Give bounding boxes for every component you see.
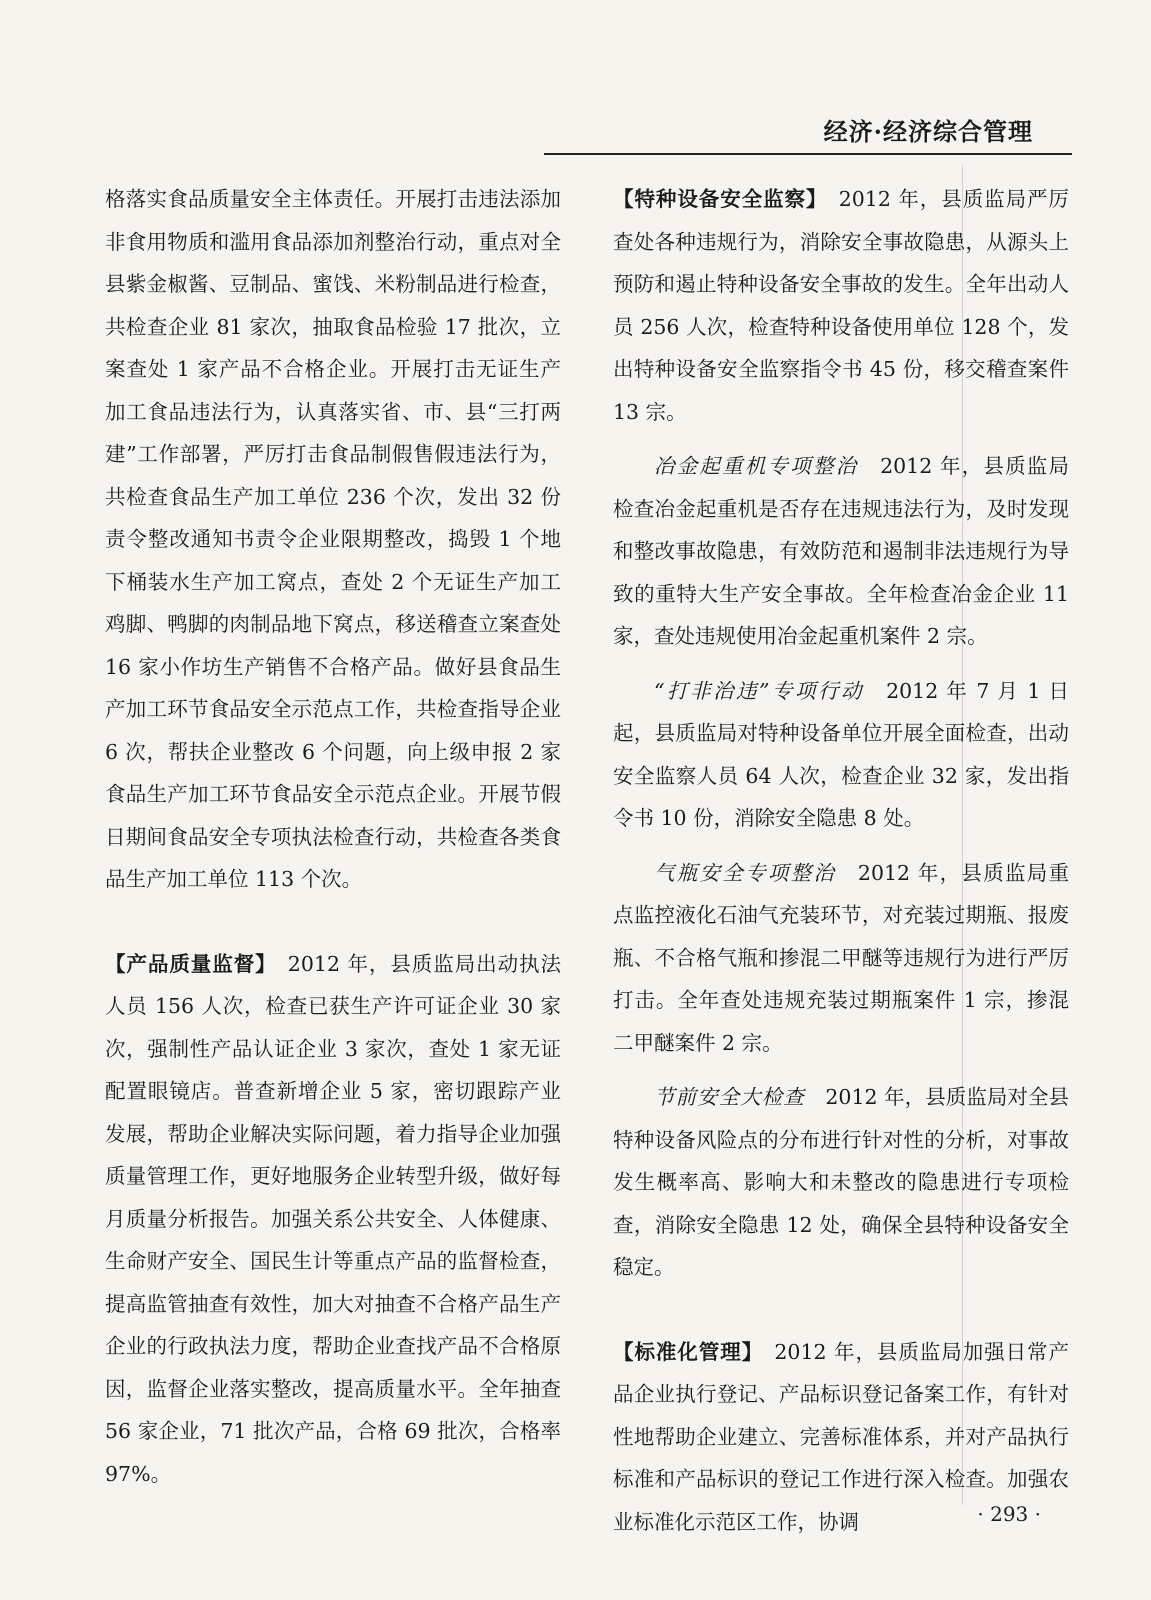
section-heading: 【产品质量监督】	[105, 951, 267, 976]
paragraph-food-safety	[105, 178, 561, 901]
paragraph-special-equipment	[613, 178, 1069, 433]
subsection-heading: 气瓶安全专项整治	[654, 860, 837, 885]
section-heading: 【标准化管理】	[613, 1339, 753, 1364]
subsection-heading: “打非治违”专项行动	[654, 678, 865, 703]
paragraph-crane-rectification	[613, 445, 1069, 658]
header-divider	[544, 153, 1072, 155]
section-heading: 【特种设备安全监察】	[613, 187, 818, 211]
paragraph-text: 格落实食品质量安全主体责任。开展打击违法添加非食用物质和滥用食品添加剂整治行动，重点对全县紫金椒酱、豆制品、蜜饯、米粉制品进行检查，共检查企业 81 家次，抽取食品检验 17 批次，立案查处 1 家产品不合格企业。开展打击无证生产加工食品违法行为，认真落实省、市、县“三打两建”工作部署，严厉打击食品制假售假违法行为，共检查食品生产加工单位 236 个次，发出 32 份责令整改通知书责令企业限期整改，捣毁 1 个地下桶装水生产加工窝点，查处 2 个无证生产加工鸡脚、鸭脚的肉制品地下窝点，移送稽查立案查处 16 家小作坊生产销售不合格产品。做好县食品生产加工环节食品安全示范点工作，共检查指导企业 6 次，帮扶企业整改 6 个问题，向上级申报 2 家食品生产加工环节食品安全示范点企业。开展节假日期间食品安全专项执法检查行动，共检查各类食品生产加工单位 113 个次。	[105, 187, 561, 891]
paragraph-text: 2012 年，县质监局加强日常产品企业执行登记、产品标识登记备案工作，有针对性地帮助企业建立、完善标准体系，并对产品执行标准和产品标识的登记工作进行深入检查。加强农业标准化示范区工作，协调	[613, 1339, 1070, 1534]
paragraph-text: 2012 年，县质监局对全县特种设备风险点的分布进行针对性的分析，对事故发生概率高、影响大和未整改的隐患进行专项检查，消除安全隐患 12 处，确保全县特种设备安全稳定。	[613, 1085, 1070, 1279]
paragraph-text: 2012 年，县质监局严厉查处各种违规行为，消除安全事故隐患，从源头上预防和遏止特种设备安全事故的发生。全年出动人员 256 人次，检查特种设备使用单位 128 个，发出特种设备安全监察指令书 45 份，移交稽查案件 13 宗。	[613, 187, 1070, 424]
right-column	[613, 178, 1069, 1543]
subsection-heading: 节前安全大检查	[654, 1085, 805, 1109]
paragraph-text: 2012 年，县质监局重点监控液化石油气充装环节，对充装过期瓶、报废瓶、不合格气瓶和掺混二甲醚等违规行为进行严厉打击。全年查处违规充装过期瓶案件 1 宗，掺混二甲醚案件 2 宗。	[613, 860, 1069, 1055]
paragraph-text: 2012 年，县质监局出动执法人员 156 人次，检查已获生产许可证企业 30 家次，强制性产品认证企业 3 家次，查处 1 家无证配置眼镜店。普查新增企业 5 家，密切跟踪产业发展，帮助企业解决实际问题，着力指导企业加强质量管理工作，更好地服务企业转型升级，做好每月质量分析报告。加强关系公共安全、人体健康、生命财产安全、国民生计等重点产品的监督检查，提高监管抽查有效性，加大对抽查不合格产品生产企业的行政执法力度，帮助企业查找产品不合格原因，监督企业落实整改，提高质量水平。全年抽查 56 家企业，71 批次产品，合格 69 批次，合格率 97%。	[105, 951, 562, 1486]
paragraph-special-action	[613, 670, 1069, 840]
section-header-title: 经济·经济综合管理	[823, 117, 1033, 146]
paragraph-holiday-inspection	[613, 1076, 1069, 1289]
paragraph-product-quality	[105, 943, 561, 1496]
paragraph-gas-cylinder	[613, 852, 1069, 1065]
left-column	[105, 178, 561, 1495]
page-number: · 293 ·	[977, 1502, 1041, 1526]
subsection-heading: 冶金起重机专项整治	[654, 454, 859, 478]
paragraph-text: 2012 年，县质监局检查冶金起重机是否存在违规违法行为，及时发现和整改事故隐患，有效防范和遏制非法违规行为导致的重特大生产安全事故。全年检查冶金企业 11 家，查处违规使用冶金起重机案件 2 宗。	[613, 454, 1070, 648]
paragraph-text: 2012 年 7 月 1 日起，县质监局对特种设备单位开展全面检查，出动安全监察人员 64 人次，检查企业 32 家，发出指令书 10 份，消除安全隐患 8 处。	[613, 678, 1069, 830]
